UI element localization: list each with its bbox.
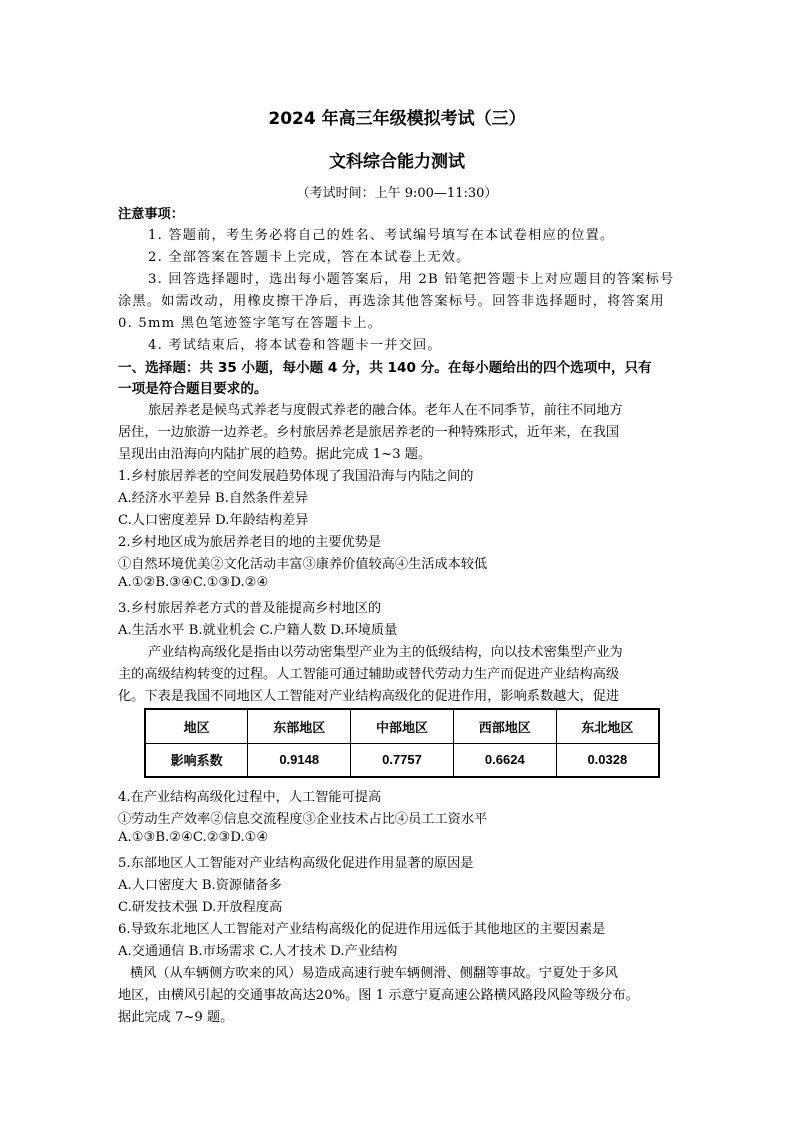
passage-text: 旅居养老是候鸟式养老与度假式养老的融合体。老年人在不同季节，前往不同地方 — [148, 403, 623, 418]
exam-subtitle: 文科综合能力测试 — [329, 152, 465, 172]
passage-text: 产业结构高级化是指由以劳动密集型产业为主的低级结构，向以技术密集型产业为 — [148, 645, 623, 660]
exam-time: （考试时间：上午 9:00—11:30） — [296, 186, 498, 201]
influence-table — [144, 708, 660, 778]
section-heading: 一项是符合题目要求的。 — [118, 381, 268, 397]
passage-text: 呈现出由沿海向内陆扩展的趋势。据此完成 1~3 题。 — [118, 447, 432, 462]
question-text: 5.东部地区人工智能对产业结构高级化促进作用显著的原因是 — [118, 856, 474, 871]
table-row — [145, 743, 659, 777]
question-text: 6.导致东北地区人工智能对产业结构高级化的促进作用远低于其他地区的主要因素是 — [118, 922, 606, 937]
table-header-cell: 西部地区 — [453, 709, 556, 743]
notice-line: 3. 回答选择题时，选出每小题答案后，用 2B 铅笔把答题卡上对应题目的答案标号 — [148, 272, 675, 287]
passage-text: 据此完成 7~9 题。 — [118, 1010, 234, 1025]
table-header-cell: 东部地区 — [248, 709, 351, 743]
question-options: A.①③B.②④C.②③D.①④ — [118, 830, 269, 845]
table-header-cell: 中部地区 — [351, 709, 454, 743]
question-options: C.人口密度差异 D.年龄结构差异 — [118, 513, 309, 528]
question-options: A.经济水平差异 B.自然条件差异 — [118, 491, 309, 506]
table-cell: 0.7757 — [351, 743, 454, 777]
question-statements: ①劳动生产效率②信息交流程度③企业技术占比④员工工资水平 — [118, 812, 488, 827]
notice-line: 涂黑。如需改动，用橡皮擦干净后，再选涂其他答案标号。回答非选择题时，将答案用 — [118, 294, 665, 309]
question-options: A.交通通信 B.市场需求 C.人才技术 D.产业结构 — [118, 944, 398, 959]
notice-heading: 注意事项： — [118, 207, 184, 222]
question-text: 3.乡村旅居养老方式的普及能提高乡村地区的 — [118, 601, 382, 616]
table-cell: 0.0328 — [556, 743, 659, 777]
notice-line: 0. 5mm 黑色笔迹签字笔写在答题卡上。 — [118, 316, 383, 331]
passage-text: 主的高级结构转变的过程。人工智能可通过辅助或替代劳动力生产而促进产业结构高级 — [118, 667, 620, 682]
question-options: C.研发技术强 D.开放程度高 — [118, 900, 283, 915]
table-row-label: 影响系数 — [145, 743, 248, 777]
question-options: A.①②B.③④C.①③D.②④ — [118, 575, 269, 590]
table-header-row — [145, 709, 659, 743]
question-options: A.人口密度大 B.资源储备多 — [118, 878, 282, 893]
table-header-cell: 地区 — [145, 709, 248, 743]
table-header-cell: 东北地区 — [556, 709, 659, 743]
notice-line: 4. 考试结束后，将本试卷和答题卡一并交回。 — [148, 338, 442, 353]
question-text: 1.乡村旅居养老的空间发展趋势体现了我国沿海与内陆之间的 — [118, 469, 474, 484]
passage-text: 地区，由横风引起的交通事故高达20%。图 1 示意宁夏高速公路横风路段风险等级分布。 — [118, 988, 639, 1003]
exam-title: 2024 年高三年级模拟考试（三） — [268, 109, 526, 129]
passage-text: 化。下表是我国不同地区人工智能对产业结构高级化的促进作用，影响系数越大，促进 — [118, 689, 620, 704]
table-cell: 0.9148 — [248, 743, 351, 777]
question-text: 4.在产业结构高级化过程中，人工智能可提高 — [118, 790, 382, 805]
passage-text: 横风（从车辆侧方吹来的风）易造成高速行驶车辆侧滑、侧翻等事故。宁夏处于多风 — [130, 966, 618, 981]
notice-line: 1. 答题前，考生务必将自己的姓名、考试编号填写在本试卷相应的位置。 — [148, 228, 615, 243]
question-text: 2.乡村地区成为旅居养老目的地的主要优势是 — [118, 535, 382, 550]
question-options: A.生活水平 B.就业机会 C.户籍人数 D.环境质量 — [118, 623, 398, 638]
table-cell: 0.6624 — [453, 743, 556, 777]
passage-text: 居住，一边旅游一边养老。乡村旅居养老是旅居养老的一种特殊形式，近年来，在我国 — [118, 425, 620, 440]
section-heading: 一、选择题：共 35 小题，每小题 4 分，共 140 分。在每小题给出的四个选项中，只有 — [118, 360, 652, 376]
notice-line: 2. 全部答案在答题卡上完成，答在本试卷上无效。 — [148, 250, 471, 265]
question-statements: ①自然环境优美②文化活动丰富③康养价值较高④生活成本较低 — [118, 557, 488, 572]
